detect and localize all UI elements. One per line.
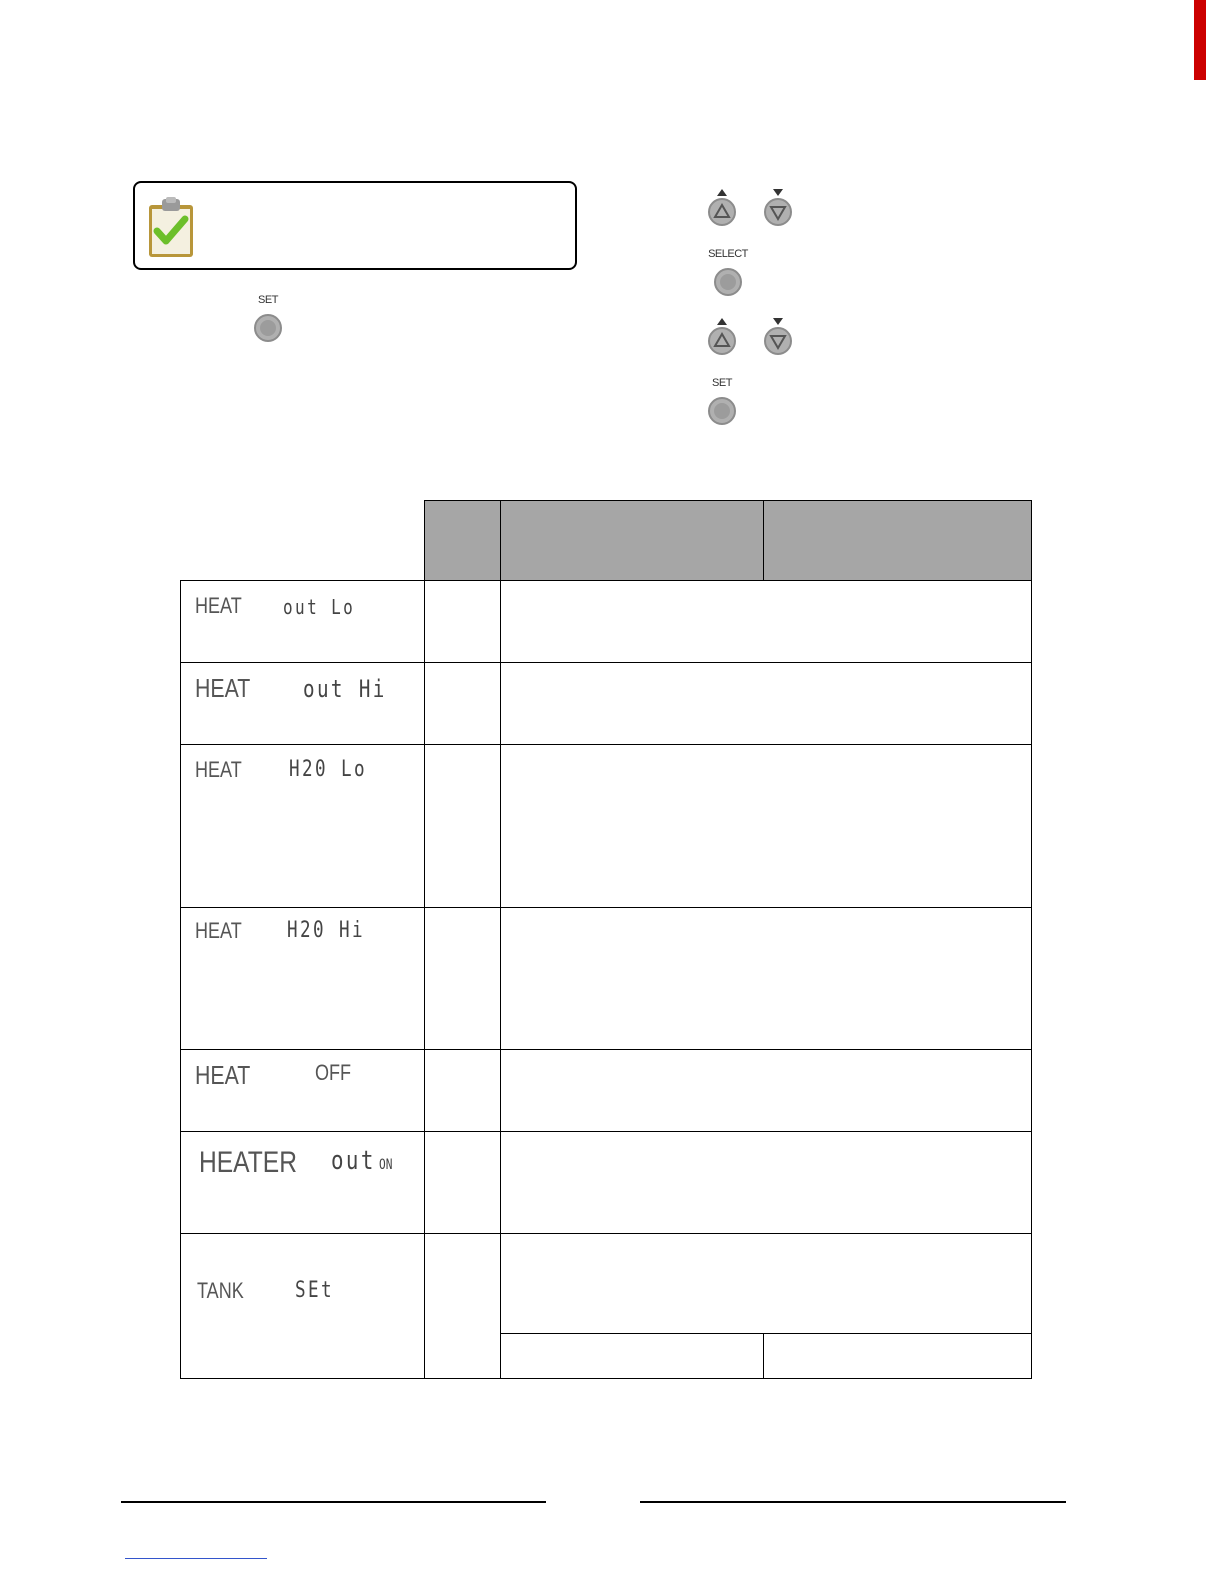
table-row-description-cell <box>500 907 1032 1050</box>
footer-rule-right <box>640 1501 1066 1503</box>
table-row-default-cell <box>424 744 501 908</box>
header-cell-description <box>500 500 764 581</box>
up-arrow-button[interactable] <box>702 315 742 363</box>
footer-link-underline[interactable] <box>125 1558 267 1559</box>
lcd-mode-label: HEAT <box>195 673 251 703</box>
section-tab-bar <box>1194 0 1206 80</box>
table-row-description-cell <box>500 1131 1032 1234</box>
lcd-mode-label: TANK <box>197 1278 244 1303</box>
table-row-display-cell <box>180 1131 425 1234</box>
footer-rule-left <box>121 1501 546 1503</box>
header-cell-range <box>763 500 1032 581</box>
table-row-description-cell <box>500 580 1032 663</box>
down-arrow-button-icon <box>758 315 798 363</box>
set-button-label: SET <box>712 377 732 389</box>
lcd-mode-label: HEAT <box>195 757 242 782</box>
lcd-segment-display: SEt <box>295 1278 334 1303</box>
up-arrow-button[interactable] <box>702 186 742 234</box>
table-row-subcell-left <box>500 1333 764 1379</box>
set-button-label: SET <box>258 294 278 306</box>
table-row-display-cell <box>180 907 425 1050</box>
select-button[interactable] <box>702 248 754 296</box>
lcd-segment-display: H20 Lo <box>289 757 367 782</box>
select-button-label: SELECT <box>708 248 748 260</box>
set-button[interactable] <box>702 377 742 425</box>
table-row-default-cell <box>424 907 501 1050</box>
table-row-description-cell <box>500 1233 1032 1334</box>
lcd-segment-display: out Lo <box>283 595 356 619</box>
table-row-description-cell <box>500 1049 1032 1132</box>
lcd-mode-label: HEATER <box>199 1146 297 1179</box>
clipboard-check-icon <box>147 197 195 259</box>
table-row-default-cell <box>424 662 501 745</box>
lcd-segment-display: H20 Hi <box>287 918 365 943</box>
lcd-on-indicator: ON <box>378 1157 393 1173</box>
up-arrow-button-icon <box>702 186 742 234</box>
table-row-description-cell <box>500 744 1032 908</box>
lcd-segment-display <box>331 1146 392 1176</box>
down-arrow-button[interactable] <box>758 315 798 363</box>
lcd-segment-display: OFF <box>315 1060 352 1085</box>
lcd-segment-display: out Hi <box>303 675 387 703</box>
note-box <box>133 181 577 270</box>
table-row-display-cell <box>180 1233 425 1379</box>
down-arrow-button[interactable] <box>758 186 798 234</box>
lcd-mode-label: HEAT <box>195 593 242 618</box>
table-row-default-cell <box>424 580 501 663</box>
header-cell-default <box>424 500 501 581</box>
table-row-default-cell <box>424 1131 501 1234</box>
lcd-mode-label: HEAT <box>195 918 242 943</box>
set-button[interactable] <box>248 294 288 342</box>
table-row-display-cell <box>180 662 425 745</box>
table-row-default-cell <box>424 1233 501 1379</box>
settings-table <box>180 500 1032 1379</box>
up-arrow-button-icon <box>702 315 742 363</box>
table-row-display-cell <box>180 744 425 908</box>
table-row-display-cell <box>180 580 425 663</box>
table-row-subcell-right <box>763 1333 1032 1379</box>
lcd-mode-label: HEAT <box>195 1060 251 1090</box>
lcd-segment-value: out <box>331 1146 376 1176</box>
down-arrow-button-icon <box>758 186 798 234</box>
table-row-display-cell <box>180 1049 425 1132</box>
table-row-default-cell <box>424 1049 501 1132</box>
table-row-description-cell <box>500 662 1032 745</box>
